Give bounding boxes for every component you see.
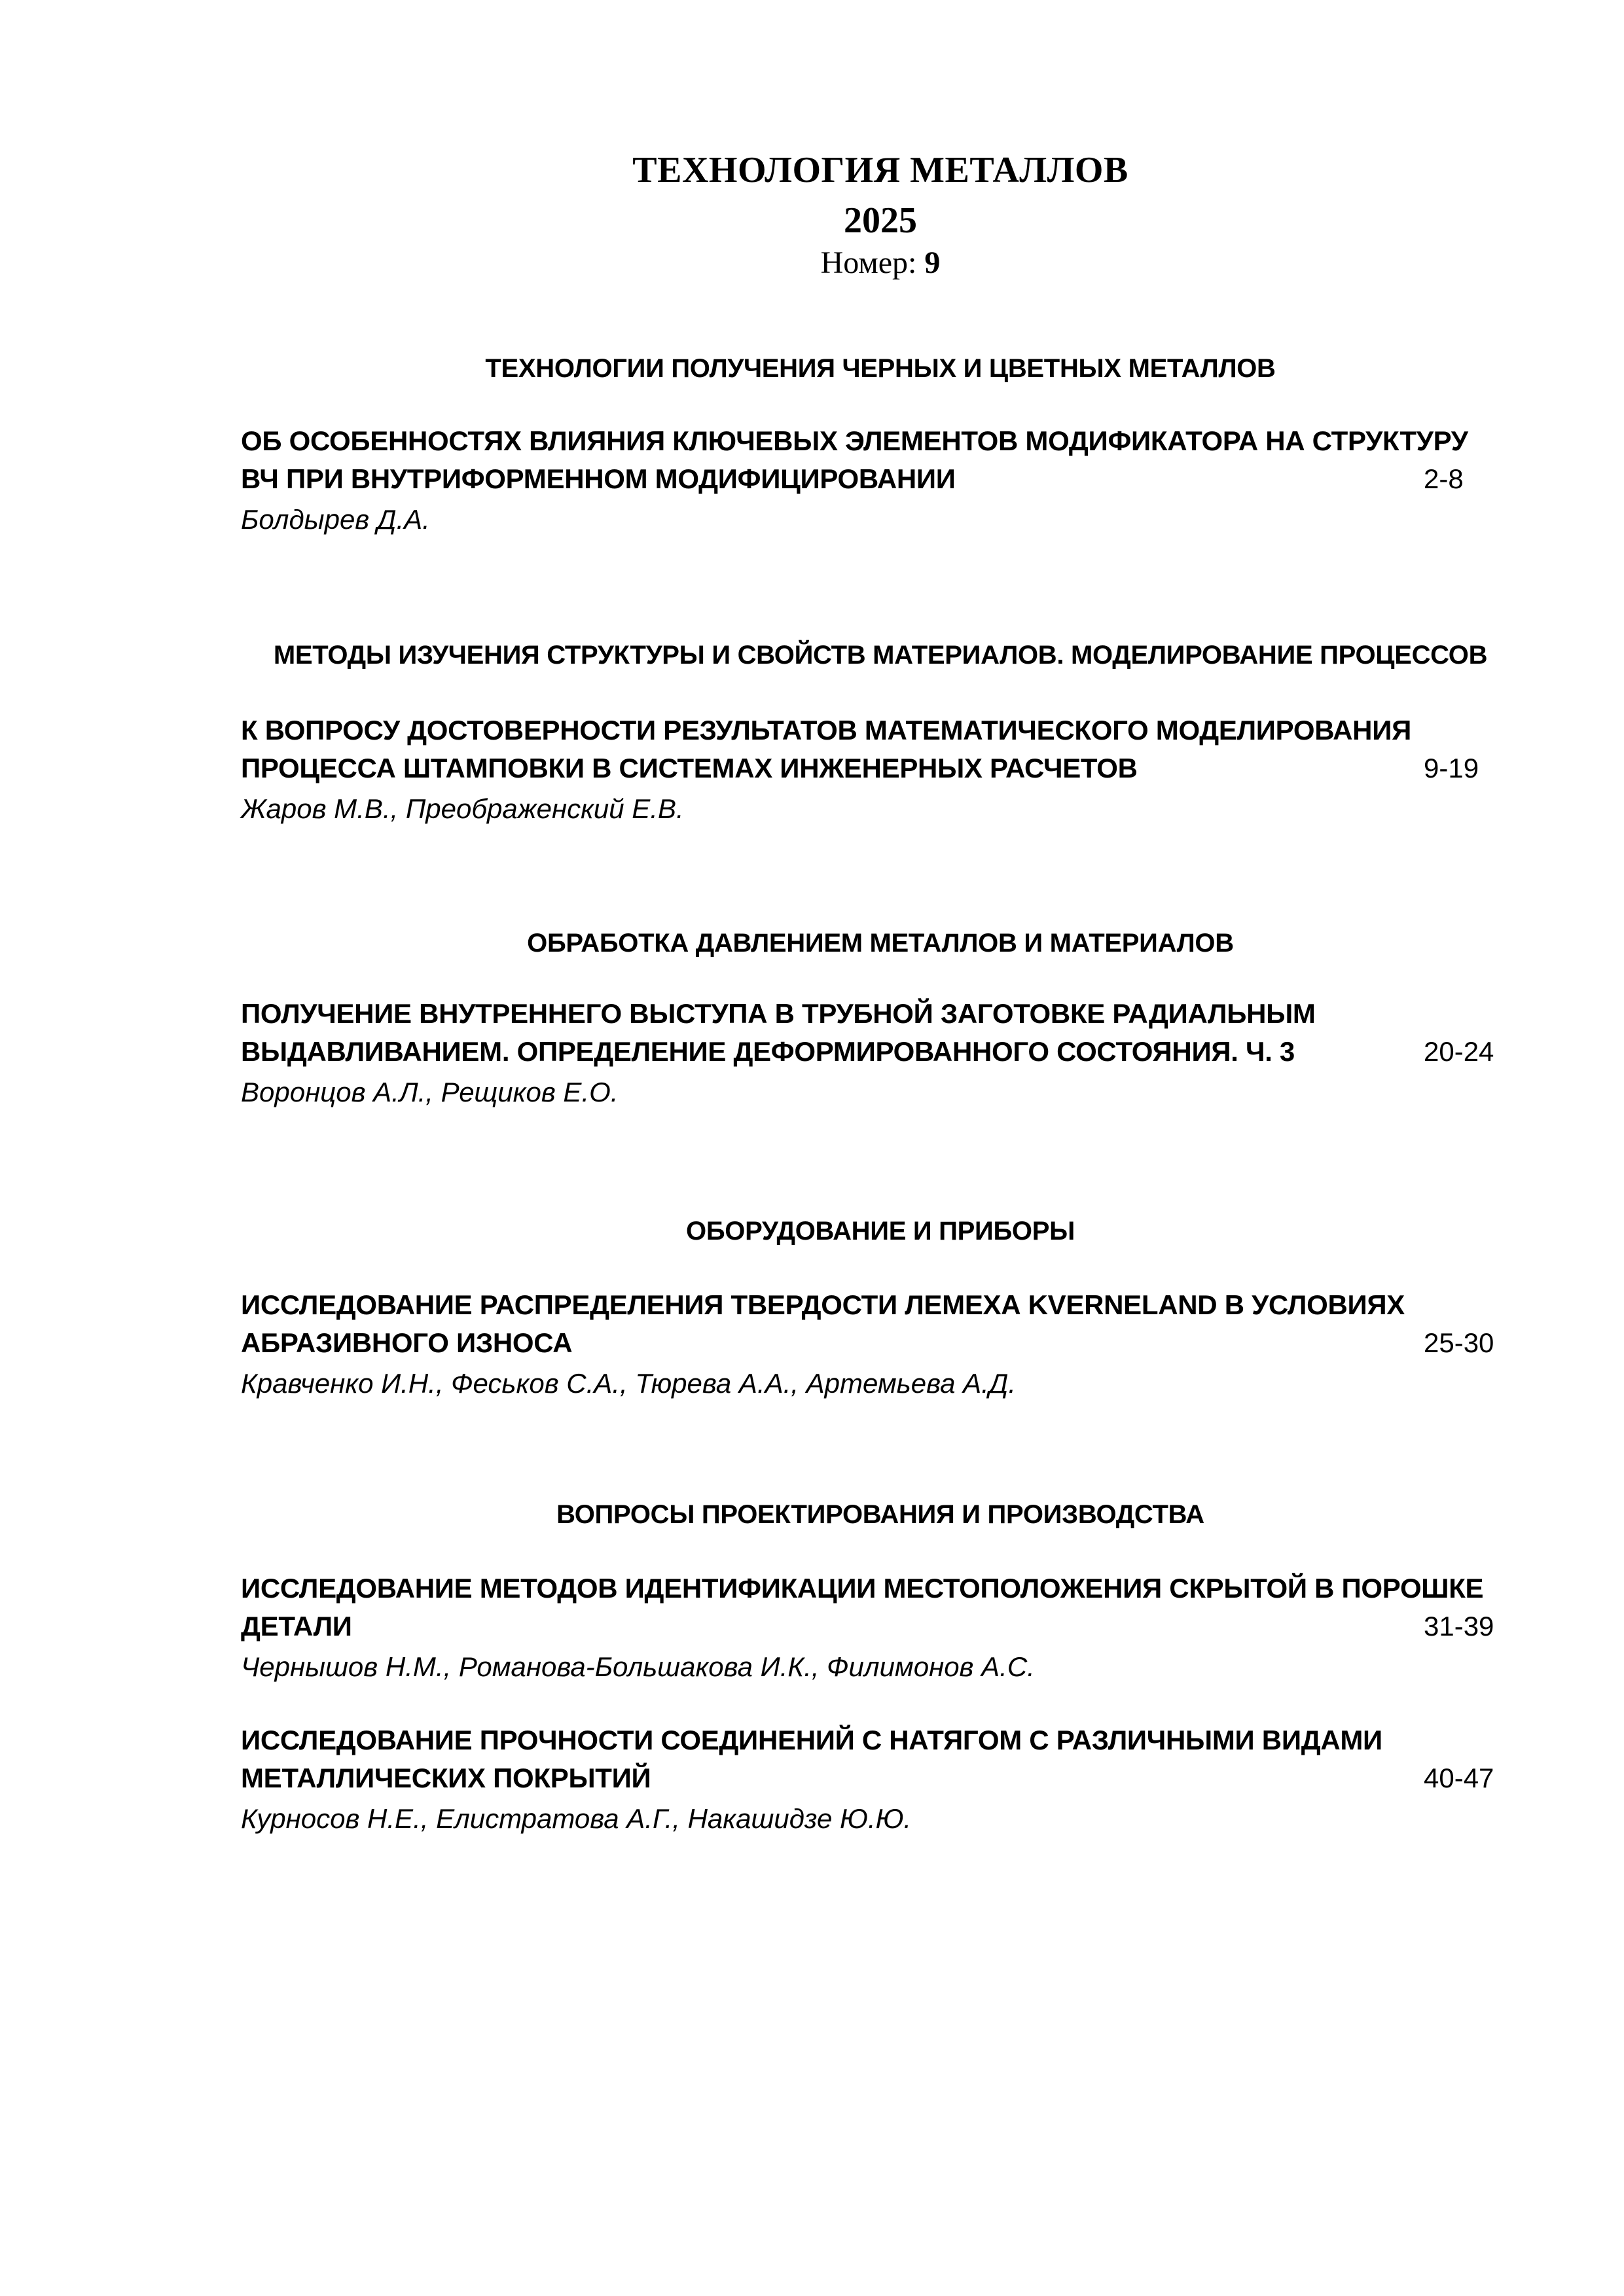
article-pages: 25-30: [1424, 1327, 1494, 1358]
article-title-line-text: МЕТАЛЛИЧЕСКИХ ПОКРЫТИЙ: [241, 1763, 651, 1793]
issue-number: 9: [924, 245, 941, 280]
article-title-line: ИССЛЕДОВАНИЕ МЕТОДОВ ИДЕНТИФИКАЦИИ МЕСТОПОЛОЖЕНИЯ СКРЫТОЙ В ПОРОШКЕ: [241, 1573, 1484, 1604]
article-pages: 31-39: [1424, 1611, 1494, 1641]
section-heading-5: ВОПРОСЫ ПРОЕКТИРОВАНИЯ И ПРОИЗВОДСТВА: [556, 1500, 1204, 1529]
article-entry-5: [241, 1570, 1520, 1686]
article-authors: Курносов Н.Е., Елистратова А.Г., Накашидзе Ю.Ю.: [241, 1803, 912, 1834]
article-entry-1: [241, 422, 1520, 539]
article-title-line: [241, 1324, 1520, 1362]
article-entry-3: [241, 995, 1520, 1111]
article-pages: 9-19: [1424, 753, 1479, 783]
toc-content: [241, 0, 1520, 2296]
article-title-line: ОБ ОСОБЕННОСТЯХ ВЛИЯНИЯ КЛЮЧЕВЫХ ЭЛЕМЕНТОВ МОДИФИКАТОРА НА СТРУКТУРУ: [241, 425, 1468, 456]
section-heading-2: МЕТОДЫ ИЗУЧЕНИЯ СТРУКТУРЫ И СВОЙСТВ МАТЕРИАЛОВ. МОДЕЛИРОВАНИЕ ПРОЦЕССОВ: [273, 641, 1488, 670]
issue-line: [241, 245, 1520, 281]
article-title-line: [241, 1033, 1520, 1071]
article-title-line: [241, 749, 1520, 787]
article-entry-6: [241, 1721, 1520, 1838]
article-pages: 40-47: [1424, 1763, 1494, 1793]
article-title-line-text: ВЫДАВЛИВАНИЕМ. ОПРЕДЕЛЕНИЕ ДЕФОРМИРОВАННОГО СОСТОЯНИЯ. Ч. 3: [241, 1036, 1295, 1067]
article-authors: Кравченко И.Н., Феськов С.А., Тюрева А.А., Артемьева А.Д.: [241, 1368, 1017, 1399]
article-title-line: ПОЛУЧЕНИЕ ВНУТРЕННЕГО ВЫСТУПА В ТРУБНОЙ ЗАГОТОВКЕ РАДИАЛЬНЫМ: [241, 998, 1316, 1029]
article-title-line: [241, 460, 1520, 498]
article-authors: Жаров М.В., Преображенский Е.В.: [241, 793, 684, 824]
section-heading-4: ОБОРУДОВАНИЕ И ПРИБОРЫ: [686, 1217, 1075, 1246]
article-pages: 2-8: [1424, 463, 1464, 494]
article-title-line-text: АБРАЗИВНОГО ИЗНОСА: [241, 1327, 573, 1358]
article-title-line-text: ВЧ ПРИ ВНУТРИФОРМЕННОМ МОДИФИЦИРОВАНИИ: [241, 463, 956, 494]
journal-title: ТЕХНОЛОГИЯ МЕТАЛЛОВ: [632, 150, 1128, 190]
section-heading-1: ТЕХНОЛОГИИ ПОЛУЧЕНИЯ ЧЕРНЫХ И ЦВЕТНЫХ МЕТАЛЛОВ: [485, 354, 1276, 383]
article-title-line: [241, 1607, 1520, 1645]
article-title-line-text: ПРОЦЕССА ШТАМПОВКИ В СИСТЕМАХ ИНЖЕНЕРНЫХ РАСЧЕТОВ: [241, 753, 1138, 783]
article-title-line: [241, 1759, 1520, 1797]
article-title-line: ИССЛЕДОВАНИЕ ПРОЧНОСТИ СОЕДИНЕНИЙ С НАТЯГОМ С РАЗЛИЧНЫМИ ВИДАМИ: [241, 1725, 1382, 1755]
article-entry-4: [241, 1286, 1520, 1403]
article-title-line-text: ДЕТАЛИ: [241, 1611, 352, 1641]
article-title-line: К ВОПРОСУ ДОСТОВЕРНОСТИ РЕЗУЛЬТАТОВ МАТЕМАТИЧЕСКОГО МОДЕЛИРОВАНИЯ: [241, 715, 1411, 745]
article-authors: Чернышов Н.М., Романова-Большакова И.К., Филимонов А.С.: [241, 1651, 1035, 1682]
article-authors: Болдырев Д.А.: [241, 504, 430, 535]
article-pages: 20-24: [1424, 1036, 1494, 1067]
journal-year: 2025: [844, 200, 917, 241]
issue-label: Номер:: [820, 245, 917, 280]
article-authors: Воронцов А.Л., Рещиков Е.О.: [241, 1077, 619, 1107]
article-title-line: ИССЛЕДОВАНИЕ РАСПРЕДЕЛЕНИЯ ТВЕРДОСТИ ЛЕМЕХА KVERNELAND В УСЛОВИЯХ: [241, 1289, 1405, 1320]
section-heading-3: ОБРАБОТКА ДАВЛЕНИЕМ МЕТАЛЛОВ И МАТЕРИАЛОВ: [527, 929, 1234, 958]
article-entry-2: [241, 711, 1520, 828]
